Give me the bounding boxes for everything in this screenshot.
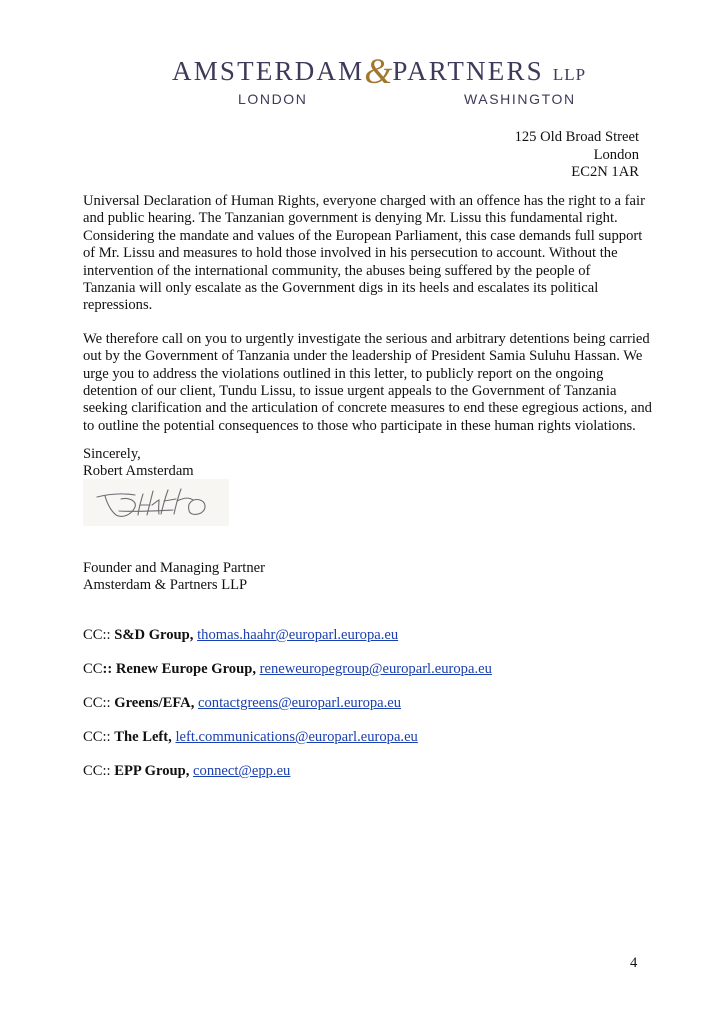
handwritten-signature <box>83 479 229 526</box>
firm-name <box>172 52 632 91</box>
signatory-name: Robert Amsterdam <box>83 463 194 480</box>
cc-prefix: CC:: <box>83 695 115 711</box>
body-paragraph-2 <box>83 330 652 435</box>
cc-row <box>83 627 492 661</box>
firm-name-part1: AMSTERDAM <box>172 56 365 86</box>
cc-prefix: CC <box>83 661 103 677</box>
firm-name-part2: PARTNERS <box>392 56 544 86</box>
salutation: Sincerely, <box>83 446 141 462</box>
address-postcode: EC2N 1AR <box>571 164 639 180</box>
cc-row <box>83 695 492 729</box>
firm-suffix: LLP <box>552 65 587 84</box>
cc-email-link[interactable]: connect@epp.eu <box>193 763 291 779</box>
cc-group: Greens/EFA, <box>114 695 195 711</box>
signatory-firm: Amsterdam & Partners LLP <box>83 577 248 594</box>
signature-scribble <box>83 479 229 526</box>
sender-address <box>515 129 639 182</box>
letterhead-logo <box>172 52 632 111</box>
ampersand-logo: & <box>364 51 393 91</box>
page-number: 4 <box>630 955 638 971</box>
body-line: intervention of the international community, the abuses being suffered by the people of <box>83 262 591 279</box>
address-city: London <box>593 146 639 163</box>
cc-prefix: CC:: <box>83 729 115 745</box>
cc-group: EPP Group, <box>114 763 190 779</box>
body-paragraph-1 <box>83 193 643 315</box>
address-street: 125 Old Broad Street <box>514 129 639 145</box>
office-cities <box>172 91 632 111</box>
closing-block <box>83 446 194 481</box>
body-line: to outline the potential consequences to those who participate in these human rights violations. <box>83 417 636 434</box>
signatory-details <box>83 560 265 595</box>
signatory-title: Founder and Managing Partner <box>83 560 265 576</box>
body-line: Tanzania will only escalate as the Government digs in its heels and escalates its political <box>83 280 599 297</box>
cc-group: The Left, <box>114 729 172 745</box>
cc-row <box>83 661 492 695</box>
body-line: Considering the mandate and values of the European Parliament, this case demands full support <box>83 227 643 244</box>
body-line: detention of our client, Tundu Lissu, to issue urgent appeals to the Government of Tanzania <box>83 383 617 400</box>
cc-email-link[interactable]: left.communications@europarl.europa.eu <box>175 729 418 745</box>
body-line: We therefore call on you to urgently investigate the serious and arbitrary detentions being carried <box>83 330 650 347</box>
body-line: seeking clarification and the articulation of concrete measures to end these egregious actions, and <box>83 400 652 417</box>
cc-email-link[interactable]: reneweuropegroup@europarl.europa.eu <box>259 661 492 677</box>
cc-group: S&D Group, <box>114 627 194 643</box>
body-line: out by the Government of Tanzania under the leadership of President Samia Suluhu Hassan. We <box>83 348 643 365</box>
body-line: Universal Declaration of Human Rights, everyone charged with an offence has the right to a fair <box>83 193 645 209</box>
cc-group: :: Renew Europe Group, <box>102 661 256 677</box>
body-line: urge you to address the violations outlined in this letter, to publicly report on the ongoing <box>83 365 604 382</box>
body-line: of Mr. Lissu and measures to hold those involved in his persecution to account. Without the <box>83 245 618 262</box>
cc-email-link[interactable]: thomas.haahr@europarl.europa.eu <box>197 627 399 643</box>
cc-prefix: CC:: <box>83 763 115 779</box>
cc-email-link[interactable]: contactgreens@europarl.europa.eu <box>198 695 402 711</box>
cc-row <box>83 763 492 797</box>
body-line: repressions. <box>83 297 153 314</box>
cc-row <box>83 729 492 763</box>
city-washington: WASHINGTON <box>464 91 576 107</box>
cc-list <box>83 627 492 797</box>
body-line: and public hearing. The Tanzanian government is denying Mr. Lissu this fundamental right. <box>83 210 618 227</box>
letter-body <box>83 193 652 451</box>
cc-prefix: CC:: <box>83 627 115 643</box>
city-london: LONDON <box>238 91 308 107</box>
